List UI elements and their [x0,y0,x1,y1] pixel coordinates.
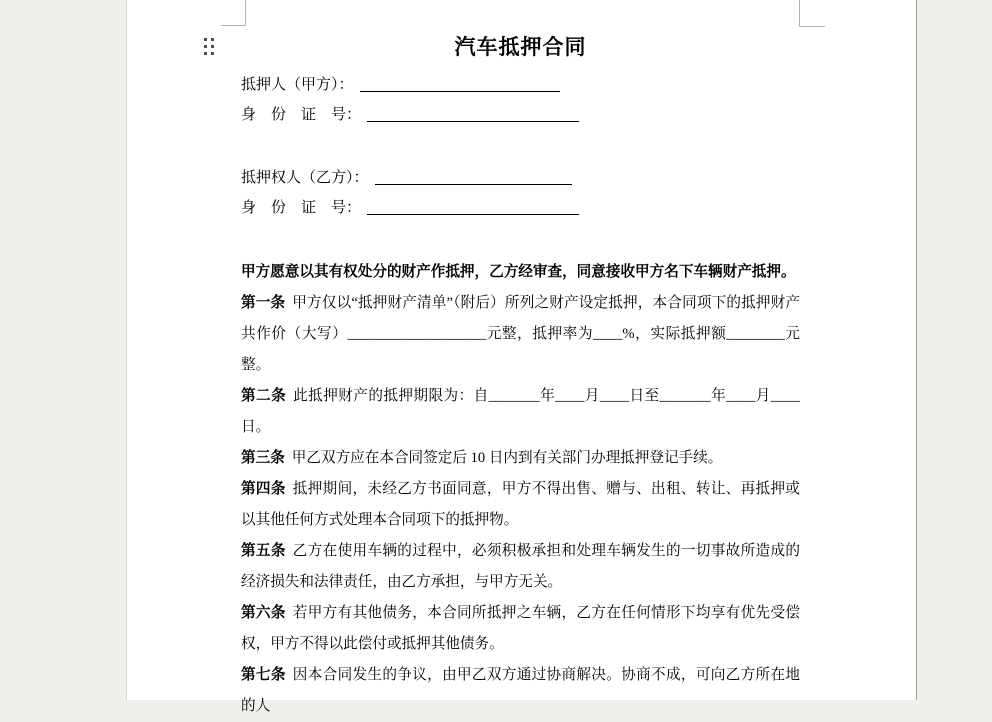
article-4-text: 抵押期间，未经乙方书面同意，甲方不得出售、赠与、出租、转让、再抵押或以其他任何方式处理本合同项下的抵押物。 [241,481,800,528]
document-page [126,0,917,714]
article-7-text: 因本合同发生的争议，由甲乙双方通过协商解决。协商不成，可向乙方所在地的人 [241,667,800,714]
article-5-text: 乙方在使用车辆的过程中，必须积极承担和处理车辆发生的一切事故所造成的经济损失和法律责任，由乙方承担，与甲方无关。 [241,543,800,590]
article-5 [241,536,800,598]
article-7 [241,660,800,722]
mortgagee-name-row [241,163,800,193]
drag-dot [211,52,214,55]
fill-in-blank [367,213,579,215]
mortgagor-id-label: 身 份 证 号： [241,107,362,123]
article-5-number: 第五条 [241,543,286,559]
document-title: 汽车抵押合同 [454,35,587,59]
article-6 [241,598,800,660]
article-1-text: 甲方仅以“抵押财产清单”（附后）所列之财产设定抵押，本合同项下的抵押财产共作价（大写）___________________元整，抵押率为____%，实际抵押额________元整。 [241,295,800,373]
article-4 [241,474,800,536]
mortgagor-name-row [241,70,800,100]
mortgagee-id-row [241,193,800,223]
drag-dot [211,45,214,48]
drag-dot [204,52,207,55]
drag-handle-icon[interactable] [204,38,214,55]
article-2-text: 此抵押财产的抵押期限为：自_______年____月____日至_______年____月____日。 [241,388,800,435]
article-3-number: 第三条 [241,450,285,466]
article-7-number: 第七条 [241,667,286,683]
text-boundary-mark-top-right [799,26,825,27]
party-b-fields [241,163,800,223]
mortgagor-id-row [241,100,800,130]
article-2 [241,381,800,443]
article-2-number: 第二条 [241,388,287,404]
article-3-text: 甲乙双方应在本合同签定后 10 日内到有关部门办理抵押登记手续。 [291,450,723,466]
article-6-number: 第六条 [241,605,286,621]
mortgagor-name-label: 抵押人（甲方）： [241,77,354,93]
contract-intro: 甲方愿意以其有权处分的财产作抵押，乙方经审查，同意接收甲方名下车辆财产抵押。 [241,264,796,280]
drag-dot [204,45,207,48]
article-3 [241,443,800,474]
fill-in-blank [375,183,572,185]
drag-dot [211,38,214,41]
party-a-fields [241,70,800,130]
mortgagee-name-label: 抵押权人（乙方）： [241,170,369,186]
drag-dot [204,38,207,41]
article-1-number: 第一条 [241,295,286,311]
article-4-number: 第四条 [241,481,286,497]
article-6-text: 若甲方有其他债务，本合同所抵押之车辆，乙方在任何情形下均享有优先受偿权，甲方不得以此偿付或抵押其他债务。 [241,605,800,652]
fill-in-blank [360,90,560,92]
article-1 [241,288,800,381]
fill-in-blank [367,120,579,122]
mortgagee-id-label: 身 份 证 号： [241,200,362,216]
document-content [241,0,800,722]
